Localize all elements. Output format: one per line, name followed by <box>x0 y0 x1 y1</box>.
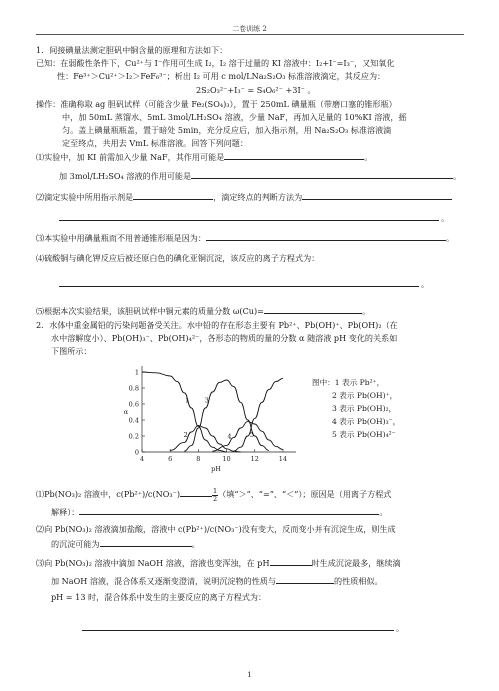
legend-item-5: 5 表示 Pb(OH)₄²⁻ <box>332 430 396 439</box>
period: 。 <box>421 279 430 289</box>
series-curve-1 <box>142 372 227 452</box>
series-label-4: 4 <box>227 432 232 441</box>
q2-s1-reason-blank[interactable] <box>79 506 379 515</box>
chart-legend <box>312 376 400 441</box>
series-curve-3 <box>184 380 269 451</box>
series-label-2: 2 <box>183 430 188 439</box>
y-tick-label: 0.4 <box>128 416 139 425</box>
q2-s3e-text: pH = 13 时，混合体系中发生的主要反应的离子方程式为： <box>51 592 267 602</box>
page-number: 1 <box>247 671 252 679</box>
fraction-numerator: 1 <box>213 486 218 495</box>
period: 。 <box>364 152 373 162</box>
period: 。 <box>441 213 450 223</box>
q1-op-line4: 定至终点，共用去 VmL 标准溶液。回答下列问题： <box>62 138 248 148</box>
q1-s3-answer-blank[interactable] <box>206 232 446 241</box>
period: 。 <box>453 171 462 181</box>
q2-s3a-prompt <box>36 557 401 569</box>
q1-s2-text: ⑵滴定实验中所用指示剂是 <box>36 192 134 202</box>
q1-s2-indicator-blank[interactable] <box>133 191 213 200</box>
y-tick-label: 0 <box>134 448 139 457</box>
q1-s5-answer-blank[interactable] <box>264 305 362 314</box>
x-tick-label: 4 <box>139 455 145 463</box>
q1-s2b-text: ，滴定终点的判断方法为 <box>213 192 303 202</box>
period: 。 <box>361 306 371 316</box>
legend-item-4: 4 表示 Pb(OH)₃⁻， <box>332 417 401 426</box>
x-tick-label: 6 <box>168 455 173 463</box>
q1-s3-text: ⑶本实验中用碘量瓶而不用普通锥形瓶是因为： <box>36 233 206 243</box>
x-tick-label: 14 <box>278 455 288 463</box>
q1-op-line3: 匀。盖上碘量瓶瓶盖，置于暗处 5min，充分反应后，加入指示剂，用 Na₂S₂O₃ 标准溶液滴 <box>62 125 392 135</box>
q1-s5-prompt <box>36 305 370 317</box>
y-tick-label: 0.8 <box>128 384 139 393</box>
q1-s1-prompt <box>36 151 372 163</box>
q2-s3-similarity-blank[interactable] <box>276 575 334 584</box>
speciation-chart <box>112 362 302 482</box>
y-tick-label: 0.2 <box>128 432 139 441</box>
q2-s1c-text: （填“＞”、“=”、“＜”）；原因是（用离子方程式 <box>218 489 392 499</box>
header-rule <box>36 34 464 35</box>
q2-line2: 水中溶解度小）、Pb(OH)₃⁻、Pb(OH)₄²⁻，各形态的物质的量的分数 α 随溶液 pH 变化的关系如 <box>51 333 398 343</box>
q2-s2b-text: 的沉淀可能为 <box>51 539 100 549</box>
period: 。 <box>396 623 405 633</box>
q1-s3-prompt <box>36 232 454 244</box>
q2-s3-ph-blank[interactable] <box>270 557 312 566</box>
q2-s1a-text: ⑴Pb(NO₃)₂ 溶液中， <box>36 489 117 499</box>
y-tick-label: 0.6 <box>128 400 139 409</box>
q2-s1-compare-blank[interactable] <box>180 488 212 497</box>
q2-s3a-text: ⑶向 Pb(NO₃)₂ 溶液中滴加 NaOH 溶液，溶液也变浑浊，在 pH <box>36 558 270 568</box>
y-tick-label: 1 <box>134 368 139 377</box>
q1-s1b-answer-blank[interactable] <box>191 170 453 179</box>
page-header: 二卷训练 2 <box>232 25 267 33</box>
period: 。 <box>379 507 388 517</box>
q2-s2-precipitate-blank[interactable] <box>100 538 192 547</box>
q1-s2b-answer-blank[interactable] <box>302 191 452 200</box>
q1-s5-text: ⑸根据本次实验结果，该胆矾试样中铜元素的质量分数 ω(Cu)= <box>36 306 264 316</box>
q1-s4-answer-line[interactable] <box>59 286 419 287</box>
q1-title: 1．间接碘量法测定胆矾中铜含量的原理和方法如下： <box>36 45 228 55</box>
series-label-1: 1 <box>185 396 190 405</box>
series-label-3: 3 <box>204 396 209 405</box>
q1-known-line2: 性：Fe³⁺＞Cu²⁺＞I₂＞FeF₆³⁻；析出 I₂ 可用 c mol/LNa₂S₂O₃ 标准溶液滴定，其反应为： <box>57 71 386 81</box>
q1-s2-continuation-line[interactable] <box>59 220 439 221</box>
q2-s1-prompt <box>36 487 391 503</box>
q2-s3d-text: 的性质相似。 <box>334 576 383 586</box>
q2-s3-equation-line[interactable] <box>82 630 394 631</box>
q1-known-line1: 已知：在弱酸性条件下，Cu²⁺与 I⁻作用可生成 I₂，I₂ 溶于过量的 KI 溶液中：I₂+I⁻=I₃⁻，又知氧化 <box>36 58 395 68</box>
q2-s1b-text: c(Pb²⁺)/c(NO₃⁻) <box>116 489 181 499</box>
q1-s1b-prompt <box>59 170 461 182</box>
legend-title: 图中： <box>312 378 335 387</box>
q1-op-line2: 中，加 50mL 蒸馏水、5mL 3mol/LH₂SO₄ 溶液，少量 NaF，再加入足量的 10%KI 溶液，摇 <box>62 112 407 122</box>
q1-s1a-text: ⑴实验中，加 KI 前需加入少量 NaF，其作用可能是 <box>36 152 225 162</box>
q2-s1d-text: 解释）： <box>51 507 80 517</box>
q2-s3b-text: 时生成沉淀最多，继续滴 <box>311 558 401 568</box>
period: 。 <box>191 539 200 549</box>
q2-s1d-prompt <box>51 506 387 518</box>
series-label-5: 5 <box>249 430 255 439</box>
q2-line3: 下图所示： <box>51 346 92 356</box>
x-tick-label: 10 <box>222 455 231 463</box>
x-tick-label: 12 <box>250 455 259 463</box>
q2-s3c-text: 加 NaOH 溶液，混合体系又逐渐变澄清，说明沉淀物的性质与 <box>51 576 276 586</box>
period: 。 <box>445 233 455 243</box>
q2-s3c-prompt <box>51 575 383 587</box>
x-tick-label: 8 <box>196 455 201 463</box>
y-axis-label: α <box>123 408 129 416</box>
fraction-denominator: 2 <box>213 494 218 503</box>
x-axis-label: pH <box>211 465 221 473</box>
q1-s1b-text: 加 3mol/LH₂SO₄ 溶液的作用可能是 <box>59 171 192 181</box>
q2-s2b-prompt <box>51 538 200 550</box>
q2-s2a-text: ⑵向 Pb(NO₃)₂ 溶液滴加盐酸，溶液中 c(Pb²⁺)/c(NO₃⁻)没有变大，反而变小并有沉淀生成，则生成 <box>36 524 396 534</box>
legend-item-2: 2 表示 Pb(OH)⁺， <box>332 391 398 400</box>
chart-plot-area <box>124 366 296 473</box>
q1-s4-text: ⑷硫酸铜与碘化钾反应后被还原白色的碘化亚铜沉淀，该反应的离子方程式为： <box>36 253 320 263</box>
legend-item-3: 3 表示 Pb(OH)₂， <box>332 404 397 413</box>
q2-line1: 2．水体中重金属铅的污染问题备受关注。水中铅的存在形态主要有 Pb²⁺、Pb(OH)⁺、Pb(OH)₂（在 <box>36 320 398 330</box>
q1-equation: 2S₂O₃²⁻+I₃⁻ = S₄O₆²⁻ +3I⁻ 。 <box>196 85 316 95</box>
q1-s2-prompt <box>36 191 452 203</box>
q1-op-line1: 操作：准确称取 ag 胆矾试样（可能含少量 Fe₂(SO₄)₃），置于 250mL 碘量瓶（带磨口塞的锥形瓶） <box>36 99 397 109</box>
legend-item-1: 1 表示 Pb²⁺， <box>334 378 385 387</box>
q1-s1a-answer-blank[interactable] <box>224 151 364 160</box>
